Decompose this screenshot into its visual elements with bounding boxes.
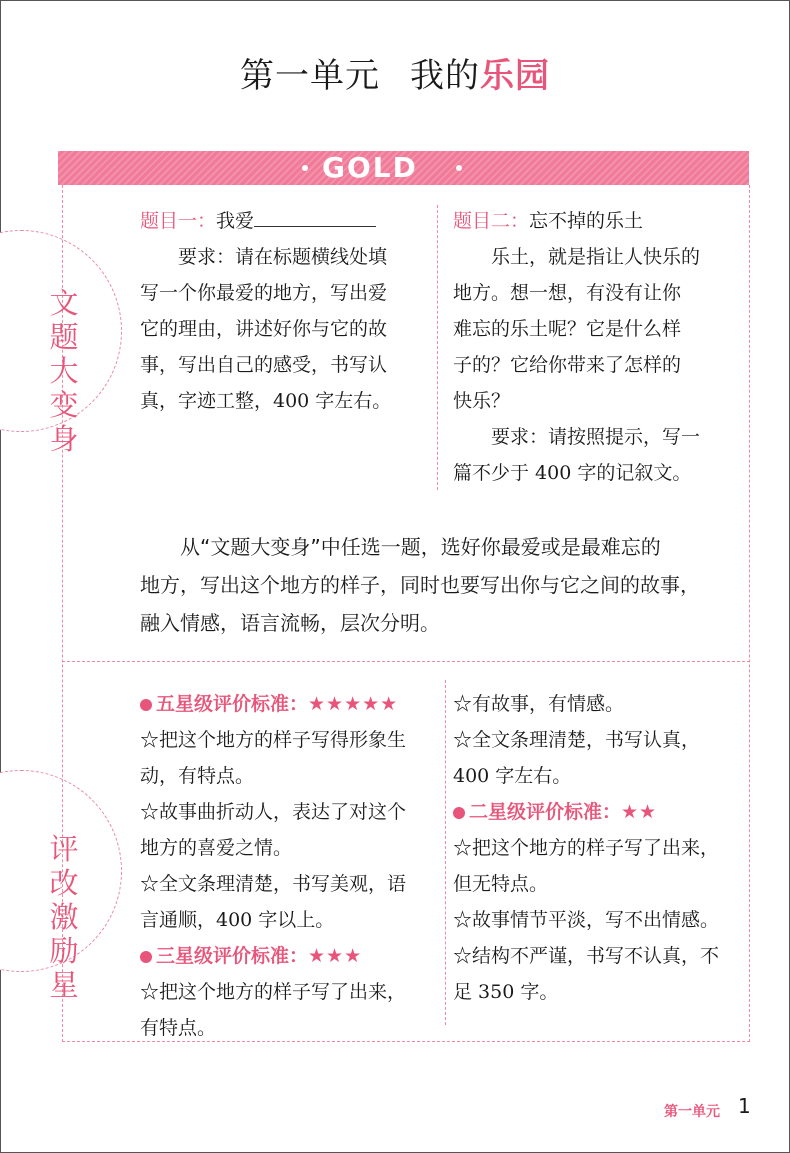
criteria-left: 五星级评价标准：★★★★★ ☆把这个地方的样子写得形象生 动，有特点。 ☆故事曲折动人，表达了对这个 地方的喜爱之情。 ☆全文条理清楚，书写美观，语 言通顺，400 字以上。 三星级评价标准：★★★ ☆把这个地方的样子写了出来， 有特点。 (140, 686, 440, 1046)
bullet-icon (140, 951, 152, 963)
section-label-rating: 评 改 激 励 星 (49, 832, 79, 1002)
unit-title-main: 我的 (410, 56, 480, 96)
page-number: 1 (738, 1094, 751, 1118)
unit-title-prefix: 第一单元 (240, 56, 380, 96)
gold-label: GOLD (322, 151, 418, 184)
section-label-topics: 文 题 大 变 身 (49, 286, 79, 456)
dot-icon (302, 165, 308, 171)
dot-icon (456, 165, 462, 171)
three-star-heading: 三星级评价标准：★★★ (140, 938, 440, 974)
star-rating: ★★★★★ (308, 693, 399, 715)
star-rating: ★★ (621, 801, 658, 823)
column-divider (437, 205, 438, 490)
topic-one: 题目一：我爱 要求：请在标题横线处填 写一个你最爱的地方，写出爱 它的理由，讲述好你与它的故 事，写出自己的感受，书写认 真，字迹工整，400 字左右。 (140, 203, 430, 419)
topic-two-title: 题目二：忘不掉的乐土 (453, 210, 644, 232)
section-divider (62, 661, 750, 662)
five-star-heading: 五星级评价标准：★★★★★ (140, 686, 440, 722)
column-divider (445, 680, 446, 1025)
two-star-heading: 二星级评价标准：★★ (453, 794, 748, 830)
writing-guidance: 从“文题大变身”中任选一题，选好你最爱或是最难忘的 地方，写出这个地方的样子，同时也要写出你与它之间的故事， 融入情感，语言流畅，层次分明。 (140, 535, 700, 635)
topic-one-title: 题目一：我爱 (140, 203, 430, 239)
title-blank (254, 206, 376, 227)
footer-unit-label: 第一单元 (664, 1104, 720, 1120)
bullet-icon (140, 699, 152, 711)
unit-title-accent: 乐园 (480, 56, 550, 96)
topic-two: 题目二：忘不掉的乐土 乐土，就是指让人快乐的 地方。想一想，有没有让你 难忘的乐土呢？它是什么样 子的？它给你带来了怎样的 快乐？ 要求：请按照提示，写一 篇不少于 400 字的记叙文。 (453, 203, 743, 491)
criteria-right: ☆有故事，有情感。 ☆全文条理清楚，书写认真， 400 字左右。 二星级评价标准：★★ ☆把这个地方的样子写了出来， 但无特点。 ☆故事情节平淡，写不出情感。 ☆结构不严谨，书写不认真，不 足 350 字。 (453, 686, 748, 1010)
star-rating: ★★★ (308, 945, 363, 967)
unit-title (0, 48, 790, 97)
bullet-icon (453, 807, 465, 819)
